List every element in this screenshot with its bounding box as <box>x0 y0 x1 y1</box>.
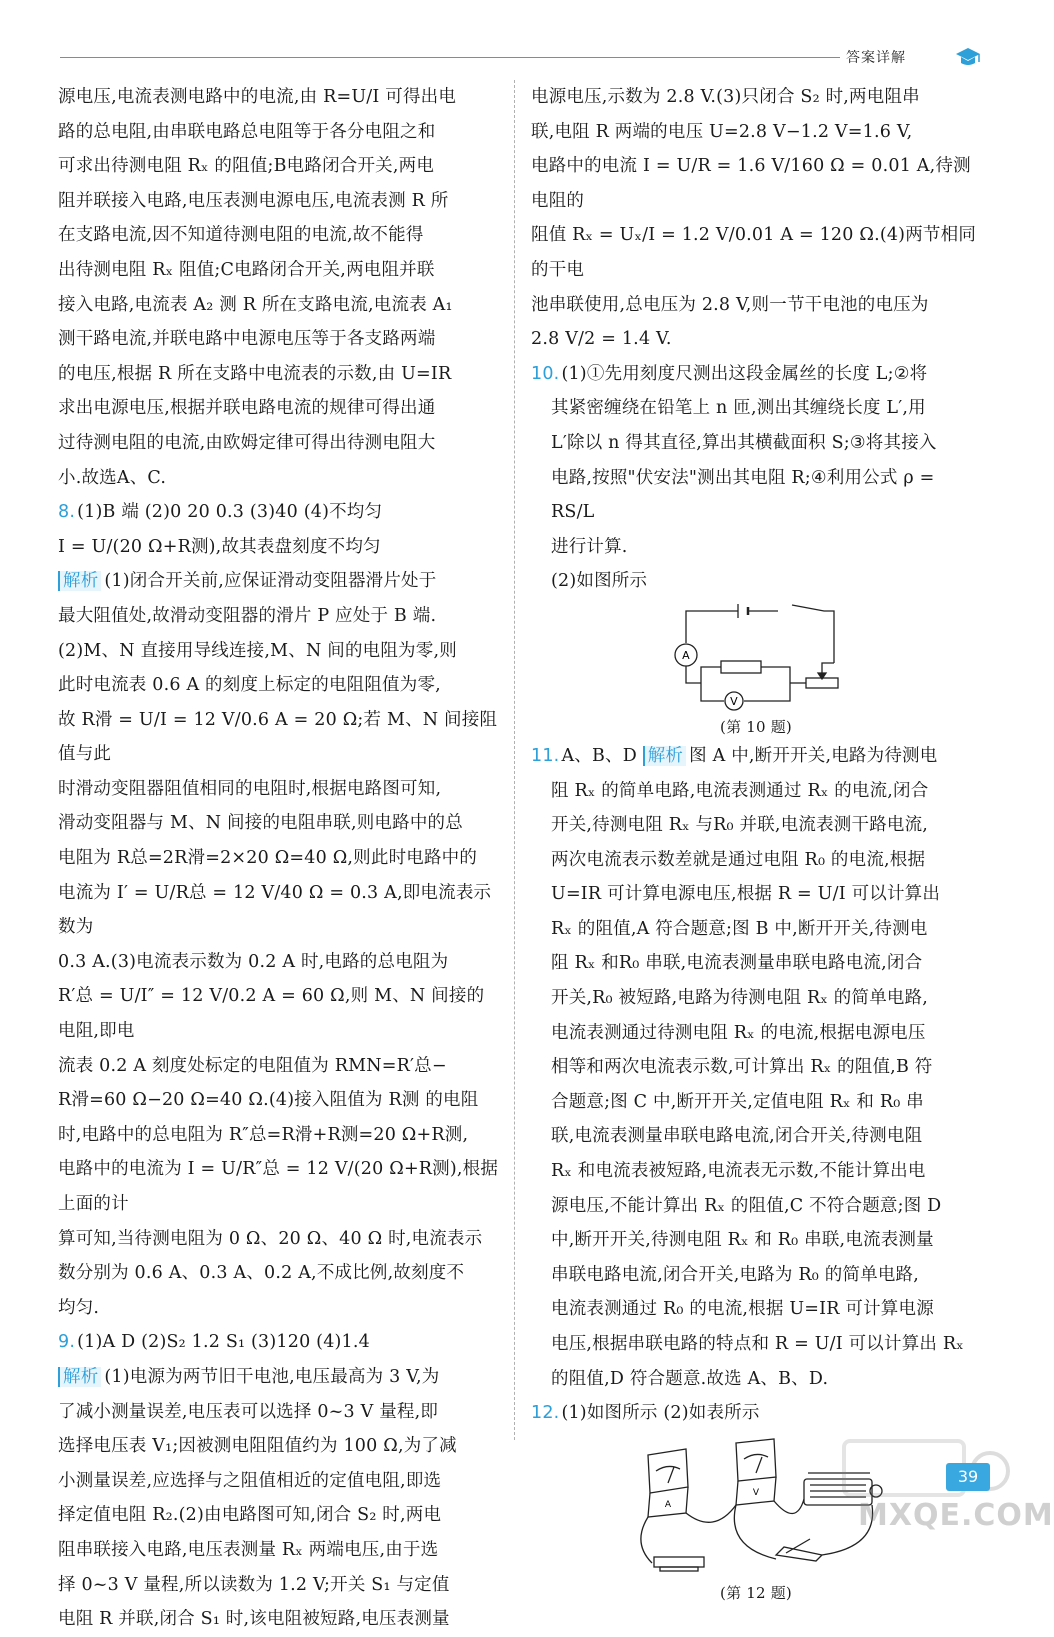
text-line: 阻串联接入电路,电压表测量 Rₓ 两端电压,由于选 <box>58 1539 439 1560</box>
text-line: (2)M、N 直接用导线连接,M、N 间的电阻为零,则 <box>58 640 457 661</box>
figure-caption: (第 10 题) <box>720 717 792 736</box>
text-line: 时滑动变阻器阻值相同的电阻时,根据电路图可知, <box>58 778 442 799</box>
text-line: 算可知,当待测电阻为 0 Ω、20 Ω、40 Ω 时,电流表示 <box>58 1228 483 1249</box>
text-line: 择 0~3 V 量程,所以读数为 1.2 V;开关 S₁ 与定值 <box>58 1574 450 1595</box>
text-line: 的阻值,D 符合题意.故选 A、B、D. <box>551 1368 829 1389</box>
text-line: 时,电路中的总电阻为 R″总=R滑+R测=20 Ω+R测, <box>58 1124 469 1145</box>
analysis-text: 图 A 中,断开开关,电路为待测电 <box>689 745 938 766</box>
text-line: 均匀. <box>58 1297 100 1318</box>
question-answer <box>58 495 500 530</box>
question-answer <box>58 1325 500 1360</box>
text-line: 择定值电阻 R₂.(2)由电路图可知,闭合 S₂ 时,两电 <box>58 1505 442 1526</box>
analysis-text: (1)闭合开关前,应保证滑动变阻器滑片处于 <box>104 571 437 592</box>
text-line: (2)如图所示 <box>551 571 648 592</box>
text-line: 过待测电阻的电流,由欧姆定律可得出待测电阻大 <box>58 432 436 453</box>
text-line: 滑动变阻器与 M、N 间接的电阻串联,则电路中的总 <box>58 813 463 834</box>
text-line: 电压,根据串联电路的特点和 R = U/I 可以计算出 Rₓ <box>551 1334 964 1354</box>
text-line: 进行计算. <box>551 536 628 557</box>
text-line: 源电压,不能计算出 Rₓ 的阻值,C 不符合题意;图 D <box>551 1195 942 1216</box>
question-answer <box>531 357 981 392</box>
text-line: 测干路电流,并联电路中电源电压等于各支路两端 <box>58 329 436 350</box>
text-line: R滑=60 Ω−20 Ω=40 Ω.(4)接入阻值为 R测 的电阻 <box>58 1090 479 1111</box>
text-line: 接入电路,电流表 A₂ 测 R 所在支路电流,电流表 A₁ <box>58 294 453 315</box>
svg-text:A: A <box>664 1499 672 1510</box>
question-number: 12. <box>531 1403 560 1424</box>
text-line: 可求出待测电阻 Rₓ 的阻值;B电路闭合开关,两电 <box>58 156 435 177</box>
text-line: 电源电压,示数为 2.8 V.(3)只闭合 S₂ 时,两电阻串 <box>531 87 920 107</box>
text-line: 开关,R₀ 被短路,电路为待测电阻 Rₓ 的简单电路, <box>551 988 929 1009</box>
question-number: 11. <box>531 745 560 766</box>
analysis-line <box>58 564 500 599</box>
header-title: 答案详解 <box>846 50 906 66</box>
text-line: L′除以 n 得其直径,算出其横截面积 S;③将其接入 <box>551 432 937 453</box>
right-column <box>531 80 981 1605</box>
text-line: 小.故选A、C. <box>58 467 167 488</box>
text-line: 电阻为 R总=2R滑=2×20 Ω=40 Ω,则此时电路中的 <box>58 848 478 869</box>
answer-text: (1)①先用刻度尺测出这段金属丝的长度 L;②将 <box>561 363 928 384</box>
text-line: 联,电流表测量串联电路电流,闭合开关,待测电阻 <box>551 1126 923 1147</box>
text-line: 阻值 Rₓ = Uₓ/I = 1.2 V/0.01 A = 120 Ω.(4)两节相同的干电 <box>531 225 977 280</box>
text-line: 阻并联接入电路,电压表测电源电压,电流表测 R 所 <box>58 190 449 211</box>
question-number: 8. <box>58 502 76 523</box>
question-number: 9. <box>58 1332 76 1353</box>
answer-text: (1)A D (2)S₂ 1.2 S₁ (3)120 (4)1.4 <box>77 1332 370 1353</box>
text-line: 阻 Rₓ 的简单电路,电流表测通过 Rₓ 的电流,闭合 <box>551 780 929 801</box>
svg-text:A: A <box>682 648 690 662</box>
circuit-diagram-10 <box>666 603 846 715</box>
text-line: 两次电流表示数差就是通过电阻 R₀ 的电流,根据 <box>551 849 926 870</box>
text-line: 的电压,根据 R 所在支路中电流表的示数,由 U=IR <box>58 363 452 384</box>
column-divider <box>514 80 515 1440</box>
text-line: 在支路电流,因不知道待测电阻的电流,故不能得 <box>58 225 424 246</box>
answer-text: A、B、D <box>561 745 643 766</box>
text-line: 电路中的电流为 I = U/R″总 = 12 V/(20 Ω+R测),根据上面的计 <box>58 1159 499 1214</box>
text-line: 2.8 V/2 = 1.4 V. <box>531 329 672 350</box>
text-line: 小测量误差,应选择与之阻值相近的定值电阻,即选 <box>58 1470 442 1491</box>
text-line: 电路,按照"伏安法"测出其电阻 R;④利用公式 ρ = RS/L <box>551 467 935 523</box>
text-line: 此时电流表 0.6 A 的刻度上标定的电阻阻值为零, <box>58 675 441 696</box>
figure-caption: (第 12 题) <box>720 1583 792 1602</box>
text-line: 了减小测量误差,电压表可以选择 0~3 V 量程,即 <box>58 1401 439 1422</box>
text-line: Rₓ 和电流表被短路,电流表无示数,不能计算出电 <box>551 1161 926 1182</box>
text-line: 故 R滑 = U/I = 12 V/0.6 A = 20 Ω;若 M、N 间接阻值与此 <box>58 709 498 765</box>
text-line: 出待测电阻 Rₓ 阻值;C电路闭合开关,两电阻并联 <box>58 259 435 280</box>
header-rule <box>60 57 840 58</box>
text-line: 选择电压表 V₁;因被测电阻阻值约为 100 Ω,为了减 <box>58 1436 457 1457</box>
text-line: 路的总电阻,由串联电路总电阻等于各分电阻之和 <box>58 121 436 142</box>
analysis-text: (1)电源为两节旧干电池,电压最高为 3 V,为 <box>104 1366 440 1387</box>
analysis-tag: 解析 <box>58 571 101 591</box>
text-line: R′总 = U/I″ = 12 V/0.2 A = 60 Ω,则 M、N 间接的电阻,即电 <box>58 986 485 1042</box>
text-line: 电流表测通过 R₀ 的电流,根据 U=IR 可计算电源 <box>551 1299 934 1320</box>
text-line: 中,断开开关,待测电阻 Rₓ 和 R₀ 串联,电流表测量 <box>551 1230 934 1251</box>
text-line: 合题意;图 C 中,断开开关,定值电阻 Rₓ 和 R₀ 串 <box>551 1091 924 1112</box>
text-line: Rₓ 的阻值,A 符合题意;图 B 中,断开开关,待测电 <box>551 918 928 939</box>
question-answer <box>531 1396 981 1431</box>
text-line: 最大阻值处,故滑动变阻器的滑片 P 应处于 B 端. <box>58 605 437 626</box>
analysis-tag: 解析 <box>58 1367 101 1387</box>
answer-text: (1)B 端 (2)0 20 0.3 (3)40 (4)不均匀 <box>77 502 383 523</box>
text-line: 阻 Rₓ 和R₀ 串联,电流表测量串联电路电流,闭合 <box>551 953 923 974</box>
text-line: 源电压,电流表测电路中的电流,由 R=U/I 可得出电 <box>58 87 457 107</box>
left-column <box>58 80 500 1637</box>
text-line: 电阻 R 并联,闭合 S₁ 时,该电阻被短路,电压表测量 <box>58 1609 450 1630</box>
text-line: 数分别为 0.6 A、0.3 A、0.2 A,不成比例,故刻度不 <box>58 1263 465 1284</box>
text-line: I = U/(20 Ω+R测),故其表盘刻度不均匀 <box>58 536 381 557</box>
text-line: 电流为 I′ = U/R总 = 12 V/40 Ω = 0.3 A,即电流表示数为 <box>58 882 492 938</box>
text-line: U=IR 可计算电源电压,根据 R = U/I 可以计算出 <box>551 884 941 905</box>
graduation-cap-icon <box>955 46 981 68</box>
question-number: 10. <box>531 363 560 384</box>
question-answer <box>531 739 981 774</box>
text-line: 联,电阻 R 两端的电压 U=2.8 V−1.2 V=1.6 V, <box>531 121 913 142</box>
analysis-tag: 解析 <box>643 746 686 766</box>
text-line: 电路中的电流 I = U/R = 1.6 V/160 Ω = 0.01 A,待测电阻的 <box>531 156 971 211</box>
text-line: 其紧密缠绕在铅笔上 n 匝,测出其缠绕长度 L′,用 <box>551 398 926 419</box>
analysis-line <box>58 1360 500 1395</box>
text-line: 池串联使用,总电压为 2.8 V,则一节干电池的电压为 <box>531 294 929 315</box>
text-line: 开关,待测电阻 Rₓ 与R₀ 并联,电流表测干路电流, <box>551 815 929 836</box>
text-line: 串联电路电流,闭合开关,电路为 R₀ 的简单电路, <box>551 1264 920 1285</box>
text-line: 相等和两次电流表示数,可计算出 Rₓ 的阻值,B 符 <box>551 1057 933 1078</box>
svg-text:V: V <box>752 1487 760 1498</box>
answer-text: (1)如图所示 (2)如表所示 <box>561 1403 760 1424</box>
watermark-url: MXQE.COM <box>858 1498 1054 1533</box>
text-line: 流表 0.2 A 刻度处标定的电阻值为 RMN=R′总− <box>58 1055 447 1076</box>
text-line: 求出电源电压,根据并联电路电流的规律可得出通 <box>58 398 436 419</box>
text-line: 电流表测通过待测电阻 Rₓ 的电流,根据电源电压 <box>551 1022 926 1043</box>
svg-text:V: V <box>730 694 738 708</box>
page-number: 39 <box>957 1467 979 1486</box>
text-line: 0.3 A.(3)电流表示数为 0.2 A 时,电路的总电阻为 <box>58 951 449 972</box>
